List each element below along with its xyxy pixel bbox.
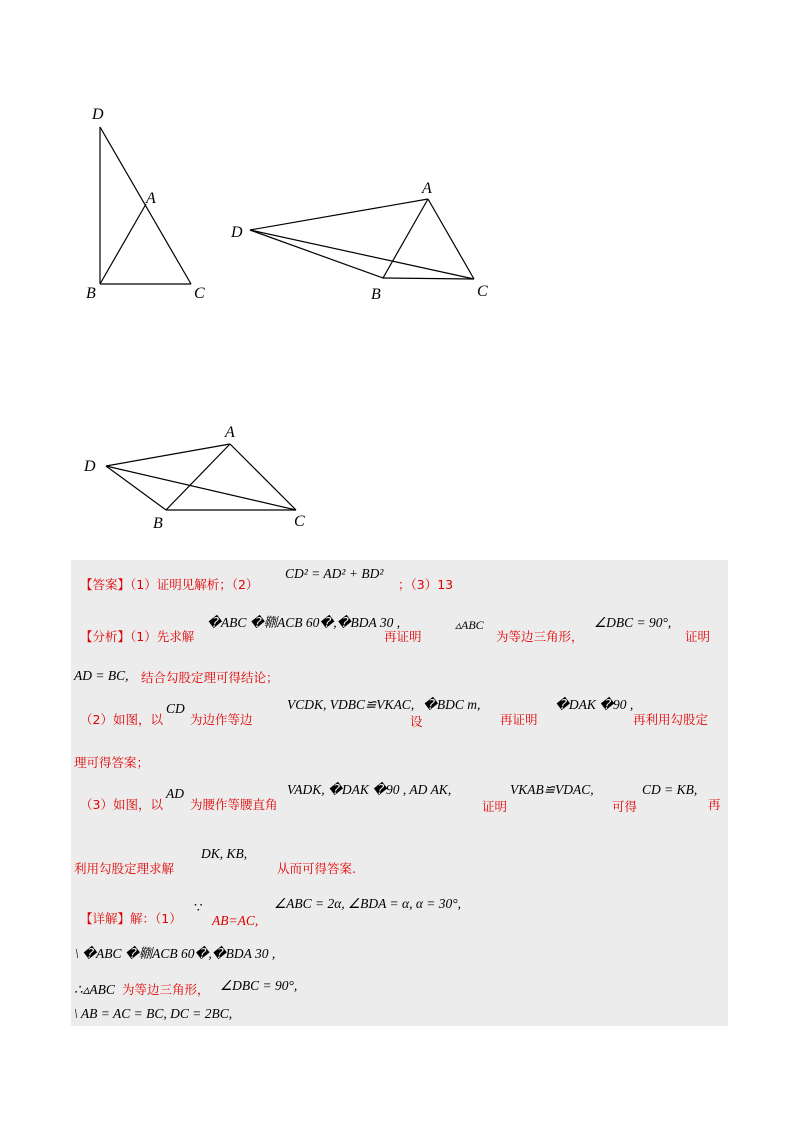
label-B: B: [153, 515, 163, 532]
analysis-l3-a: （2）如图，以: [80, 712, 163, 727]
detail-l1-ab: AB=AC,: [212, 913, 259, 928]
figure-3-svg: [82, 420, 322, 540]
answer-formula: CD² = AD² + BD²: [285, 566, 384, 581]
analysis-l5-math2: VKAB≌VDAC,: [510, 782, 594, 797]
detail-l3-sym: ∴▵ABC: [74, 982, 115, 997]
answer-part1: （1）证明见解析；（2）: [130, 577, 259, 592]
detail-l1-a: [80, 911, 182, 927]
because-symbol: ∵: [194, 900, 203, 915]
analysis-l3-d: 再证明: [500, 712, 538, 727]
analysis-l1-c: 为等边三角形，: [496, 629, 584, 644]
detail-l4-math: \ AB = AC = BC, DC = 2BC,: [74, 1006, 233, 1021]
analysis-l3-cd: CD: [166, 701, 185, 716]
segment-BA: [100, 204, 146, 284]
analysis-l3-c: 设: [410, 714, 423, 729]
answer-tag: 【答案】: [80, 577, 131, 592]
detail-l1-text: 解：（1）: [130, 911, 182, 926]
figure-2: [230, 175, 500, 305]
label-D: D: [84, 458, 96, 475]
segment-DB: [250, 230, 383, 278]
figure-2-svg: [230, 175, 500, 305]
answer-line: [80, 577, 258, 593]
analysis-l4: 理可得答案；: [74, 755, 150, 770]
segment-DC: [250, 230, 474, 279]
figure-1: [80, 100, 220, 300]
analysis-l3-math2: �BDC m,: [423, 697, 481, 712]
detail-l1-math: ∠ABC = 2α, ∠BDA = α, α = 30°,: [274, 896, 462, 911]
analysis-l3-math3: �DAK �90 ,: [555, 697, 634, 712]
analysis-l1-tri: ▵ABC: [455, 618, 484, 632]
label-C: C: [477, 283, 488, 300]
segment-BC: [383, 278, 474, 279]
detail-l3-text: 为等边三角形，: [122, 982, 210, 997]
analysis-l6-math: DK, KB,: [201, 846, 248, 861]
analysis-l6-b: 从而可得答案.: [277, 861, 356, 876]
analysis-l5-a: （3）如图，以: [80, 797, 163, 812]
analysis-tag: 【分析】: [80, 629, 131, 644]
segment-AC: [428, 199, 474, 279]
label-A: A: [422, 180, 432, 197]
analysis-l5-d: 可得: [612, 799, 638, 814]
label-D: D: [231, 224, 243, 241]
analysis-l3-math: VCDK, VDBC≌VKAC,: [287, 697, 415, 712]
detail-l3-math: ∠DBC = 90°,: [220, 978, 298, 993]
label-C: C: [294, 513, 305, 530]
segment-DA: [250, 199, 428, 230]
analysis-l6-a: 利用勾股定理求解: [74, 861, 175, 876]
answer-part3: ；（3）13: [398, 577, 454, 592]
analysis-l5-ad: AD: [166, 786, 184, 801]
segment-AC: [230, 444, 296, 510]
analysis-l5-math: VADK, �DAK �90 , AD AK,: [287, 782, 452, 797]
label-D: D: [92, 106, 104, 123]
analysis-l5-b: 为腰作等腰直角: [190, 797, 278, 812]
analysis-l1-angle: ∠DBC = 90°,: [594, 615, 672, 630]
label-A: A: [146, 190, 156, 207]
analysis-l5-math3: CD = KB,: [642, 782, 698, 797]
analysis-l1-text: （1）先求解: [130, 629, 195, 644]
analysis-l2-math: AD = BC,: [74, 668, 129, 683]
analysis-l3-b: 为边作等边: [190, 712, 253, 727]
label-B: B: [371, 286, 381, 303]
analysis-l3-e: 再利用勾股定: [633, 712, 709, 727]
analysis-l2-text: 结合勾股定理可得结论；: [141, 670, 279, 685]
label-B: B: [86, 285, 96, 302]
label-A: A: [225, 424, 235, 441]
analysis-l5-c: 证明: [482, 799, 508, 814]
segment-AB: [383, 199, 428, 278]
analysis-l1-math: �ABC �鞩ACB 60�,�BDA 30 ,: [207, 615, 401, 630]
analysis-l5-e: 再: [708, 797, 721, 812]
detail-l2-math: \ �ABC �鞩ACB 60�,�BDA 30 ,: [75, 946, 276, 961]
detail-tag: 【详解】: [80, 911, 131, 926]
analysis-line1-a: [80, 629, 194, 645]
figure-1-svg: [80, 100, 220, 300]
analysis-l1-b: 再证明: [384, 629, 422, 644]
figure-3: [82, 420, 322, 540]
label-C: C: [194, 285, 205, 302]
segment-DC: [106, 466, 296, 510]
analysis-l1-d: 证明: [685, 629, 711, 644]
